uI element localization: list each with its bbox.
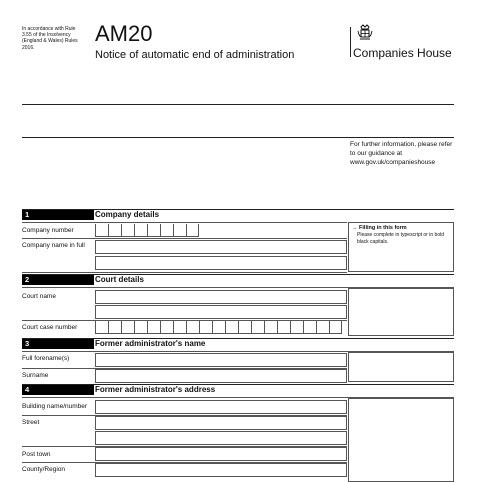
company-number-cell[interactable] (160, 224, 173, 237)
court-name-label: Court name (22, 293, 56, 300)
court-case-number-cell[interactable] (199, 321, 212, 334)
company-name-line-2[interactable] (95, 256, 347, 270)
court-case-number-cell[interactable] (277, 321, 290, 334)
court-case-number-cell[interactable] (134, 321, 147, 334)
street-label: Street (22, 419, 40, 426)
court-case-number-cell[interactable] (121, 321, 134, 334)
court-name-line-2[interactable] (95, 305, 347, 319)
surname-input[interactable] (95, 369, 347, 383)
county-input[interactable] (95, 463, 347, 477)
section-1-number: 1 (22, 210, 94, 220)
company-number-cell[interactable] (108, 224, 121, 237)
street-line-1[interactable] (95, 416, 347, 430)
court-name-line-1[interactable] (95, 290, 347, 304)
form-title: Notice of automatic end of administration (95, 49, 295, 61)
street-line-2[interactable] (95, 431, 347, 445)
court-case-number-cell[interactable] (329, 321, 342, 334)
guidance-text: For further information, please refer to our guidance at www.gov.uk/companieshouse (350, 141, 453, 166)
header-rule-1 (22, 104, 454, 105)
section-2-title: Court details (95, 275, 144, 284)
post-town-input[interactable] (95, 447, 347, 461)
divider (22, 238, 347, 239)
filling-form-title: → Filling in this form (352, 225, 407, 231)
section-3-title: Former administrator's name (95, 339, 206, 348)
court-case-number-cell[interactable] (303, 321, 316, 334)
court-case-number-cell[interactable] (95, 321, 108, 334)
court-case-number-cell[interactable] (264, 321, 277, 334)
company-name-label: Company name in full (22, 242, 85, 249)
company-number-cell[interactable] (121, 224, 134, 237)
forenames-label: Full forename(s) (22, 355, 70, 362)
forenames-input[interactable] (95, 353, 347, 367)
brand-name: Companies House (353, 46, 452, 60)
divider (22, 222, 347, 223)
section-1-title: Company details (95, 210, 160, 219)
court-case-number-cell[interactable] (147, 321, 160, 334)
company-name-line-1[interactable] (95, 240, 347, 254)
company-number-cell[interactable] (134, 224, 147, 237)
section-3-number: 3 (22, 339, 94, 349)
name-side-box (348, 352, 454, 382)
company-number-field[interactable] (95, 224, 199, 237)
court-case-number-cell[interactable] (290, 321, 303, 334)
crest-icon (356, 24, 374, 42)
company-number-cell[interactable] (147, 224, 160, 237)
court-case-number-cell[interactable] (186, 321, 199, 334)
address-side-box (348, 398, 454, 482)
county-label: County/Region (22, 466, 65, 473)
surname-label: Surname (22, 372, 49, 379)
form-code: AM20 (95, 21, 153, 46)
court-side-box (348, 288, 454, 336)
section-4-number: 4 (22, 385, 94, 395)
court-case-number-cell[interactable] (212, 321, 225, 334)
filling-form-text: Please complete in typescript or in bold black capitals. (357, 232, 444, 245)
court-case-number-cell[interactable] (160, 321, 173, 334)
section-4-title: Former administrator's address (95, 385, 216, 394)
court-case-number-label: Court case number (22, 324, 78, 331)
court-case-number-cell[interactable] (316, 321, 329, 334)
building-input[interactable] (95, 400, 347, 414)
company-number-label: Company number (22, 227, 74, 234)
brand-divider (350, 27, 351, 57)
company-number-cell[interactable] (173, 224, 186, 237)
court-case-number-cell[interactable] (225, 321, 238, 334)
header-rule-2 (22, 137, 454, 138)
section-2-number: 2 (22, 275, 94, 285)
court-case-number-cell[interactable] (108, 321, 121, 334)
building-label: Building name/number (22, 403, 88, 410)
court-case-number-cell[interactable] (173, 321, 186, 334)
rule-reference: In accordance with Rule 3.55 of the Insolvency (England & Wales) Rules 2016. (22, 26, 78, 51)
court-case-number-field[interactable] (95, 321, 342, 334)
company-number-cell[interactable] (95, 224, 108, 237)
company-number-cell[interactable] (186, 224, 199, 237)
divider (22, 272, 347, 273)
court-case-number-cell[interactable] (251, 321, 264, 334)
court-case-number-cell[interactable] (238, 321, 251, 334)
post-town-label: Post town (22, 451, 51, 458)
